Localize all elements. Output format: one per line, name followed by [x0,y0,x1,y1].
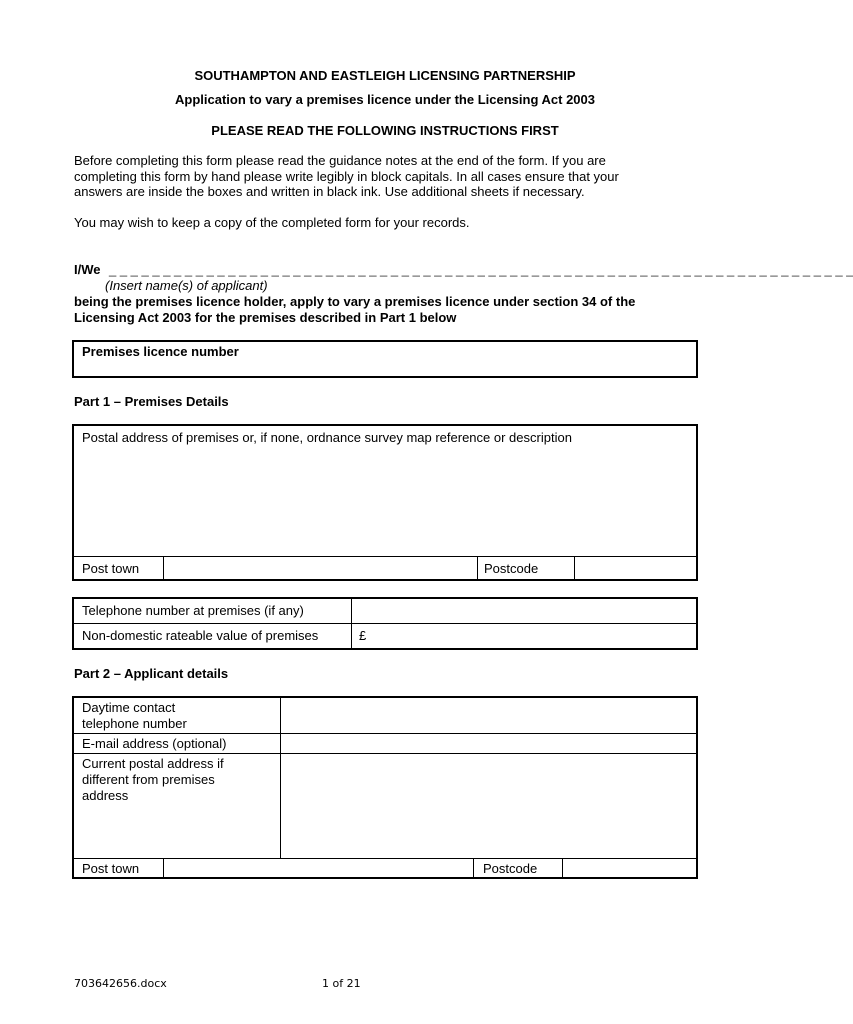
intro-line-1: Before completing this form please read the guidance notes at the end of the form. If you are [74,153,606,168]
divider [477,556,478,579]
premises-address-label: Postal address of premises or, if none, ordnance survey map reference or description [82,430,572,445]
postcode-label: Postcode [484,561,539,576]
daytime-phone-field[interactable] [281,698,696,733]
daytime-phone-label-line-1: Daytime contact [82,700,176,715]
i-we-label: I/We [74,262,101,277]
applicant-name-hint: (Insert name(s) of applicant) [105,278,268,293]
premises-address-box [72,424,698,581]
intro-line-2: completing this form by hand please write legibly in block capitals. In all cases ensure that your [74,168,619,184]
current-address-label-line-2: different from premises [82,772,215,787]
divider [473,858,474,877]
daytime-phone-label-line-2: telephone number [82,716,187,731]
intro-paragraph [74,153,699,200]
divider [74,623,696,624]
telephone-field[interactable] [352,599,696,623]
part2-heading: Part 2 – Applicant details [74,666,229,681]
current-address-label-line-3: address [82,788,129,803]
email-field[interactable] [281,734,696,753]
telephone-label: Telephone number at premises (if any) [82,603,304,618]
form-title: Application to vary a premises licence under the Licensing Act 2003 [175,92,595,107]
keep-copy-note: You may wish to keep a copy of the completed form for your records. [74,215,470,230]
daytime-phone-label [82,700,187,732]
part1-heading: Part 1 – Premises Details [74,394,229,409]
organisation-title: SOUTHAMPTON AND EASTLEIGH LICENSING PARTNERSHIP [194,68,576,83]
email-label: E-mail address (optional) [82,736,227,751]
rateable-value-field[interactable]: £ [359,628,367,643]
applicant-name-field[interactable]: _ _ _ _ _ _ _ _ _ _ _ _ _ _ _ _ _ _ _ _ _ _ _ _ _ _ _ _ _ _ _ _ _ _ _ _ _ _ _ _ _ _ _ _ _ _ _ _ _ _ _ _ _ _ _ _ _ _ _ _ _ _ _ _ _ _ _ _ _ [109,262,853,277]
applicant-post-town-field[interactable] [164,859,473,877]
current-address-field[interactable] [281,754,696,858]
licence-number-label: Premises licence number [82,344,239,359]
premises-address-field[interactable] [74,448,696,556]
premises-contact-box [72,597,698,650]
statement-line-1: being the premises licence holder, apply to vary a premises licence under section 34 of the [74,294,636,309]
applicant-post-town-label: Post town [82,861,140,876]
post-town-field[interactable] [164,557,477,579]
licence-number-box[interactable] [72,340,698,378]
post-town-label: Post town [82,561,140,576]
intro-line-3: answers are inside the boxes and written in black ink. Use additional sheets if necessary. [74,184,585,199]
footer-filename: 703642656.docx [74,977,167,990]
postcode-field[interactable] [575,557,696,579]
applicant-postcode-field[interactable] [563,859,696,877]
applicant-postcode-label: Postcode [483,861,538,876]
current-address-label-line-1: Current postal address if [82,756,224,771]
statement-line-2: Licensing Act 2003 for the premises described in Part 1 below [74,310,457,325]
rateable-value-label: Non-domestic rateable value of premises [82,628,319,643]
applicant-details-box [72,696,698,879]
footer-page-number: 1 of 21 [322,977,361,990]
instructions-heading: PLEASE READ THE FOLLOWING INSTRUCTIONS FIRST [211,123,559,138]
current-address-label [82,756,224,804]
